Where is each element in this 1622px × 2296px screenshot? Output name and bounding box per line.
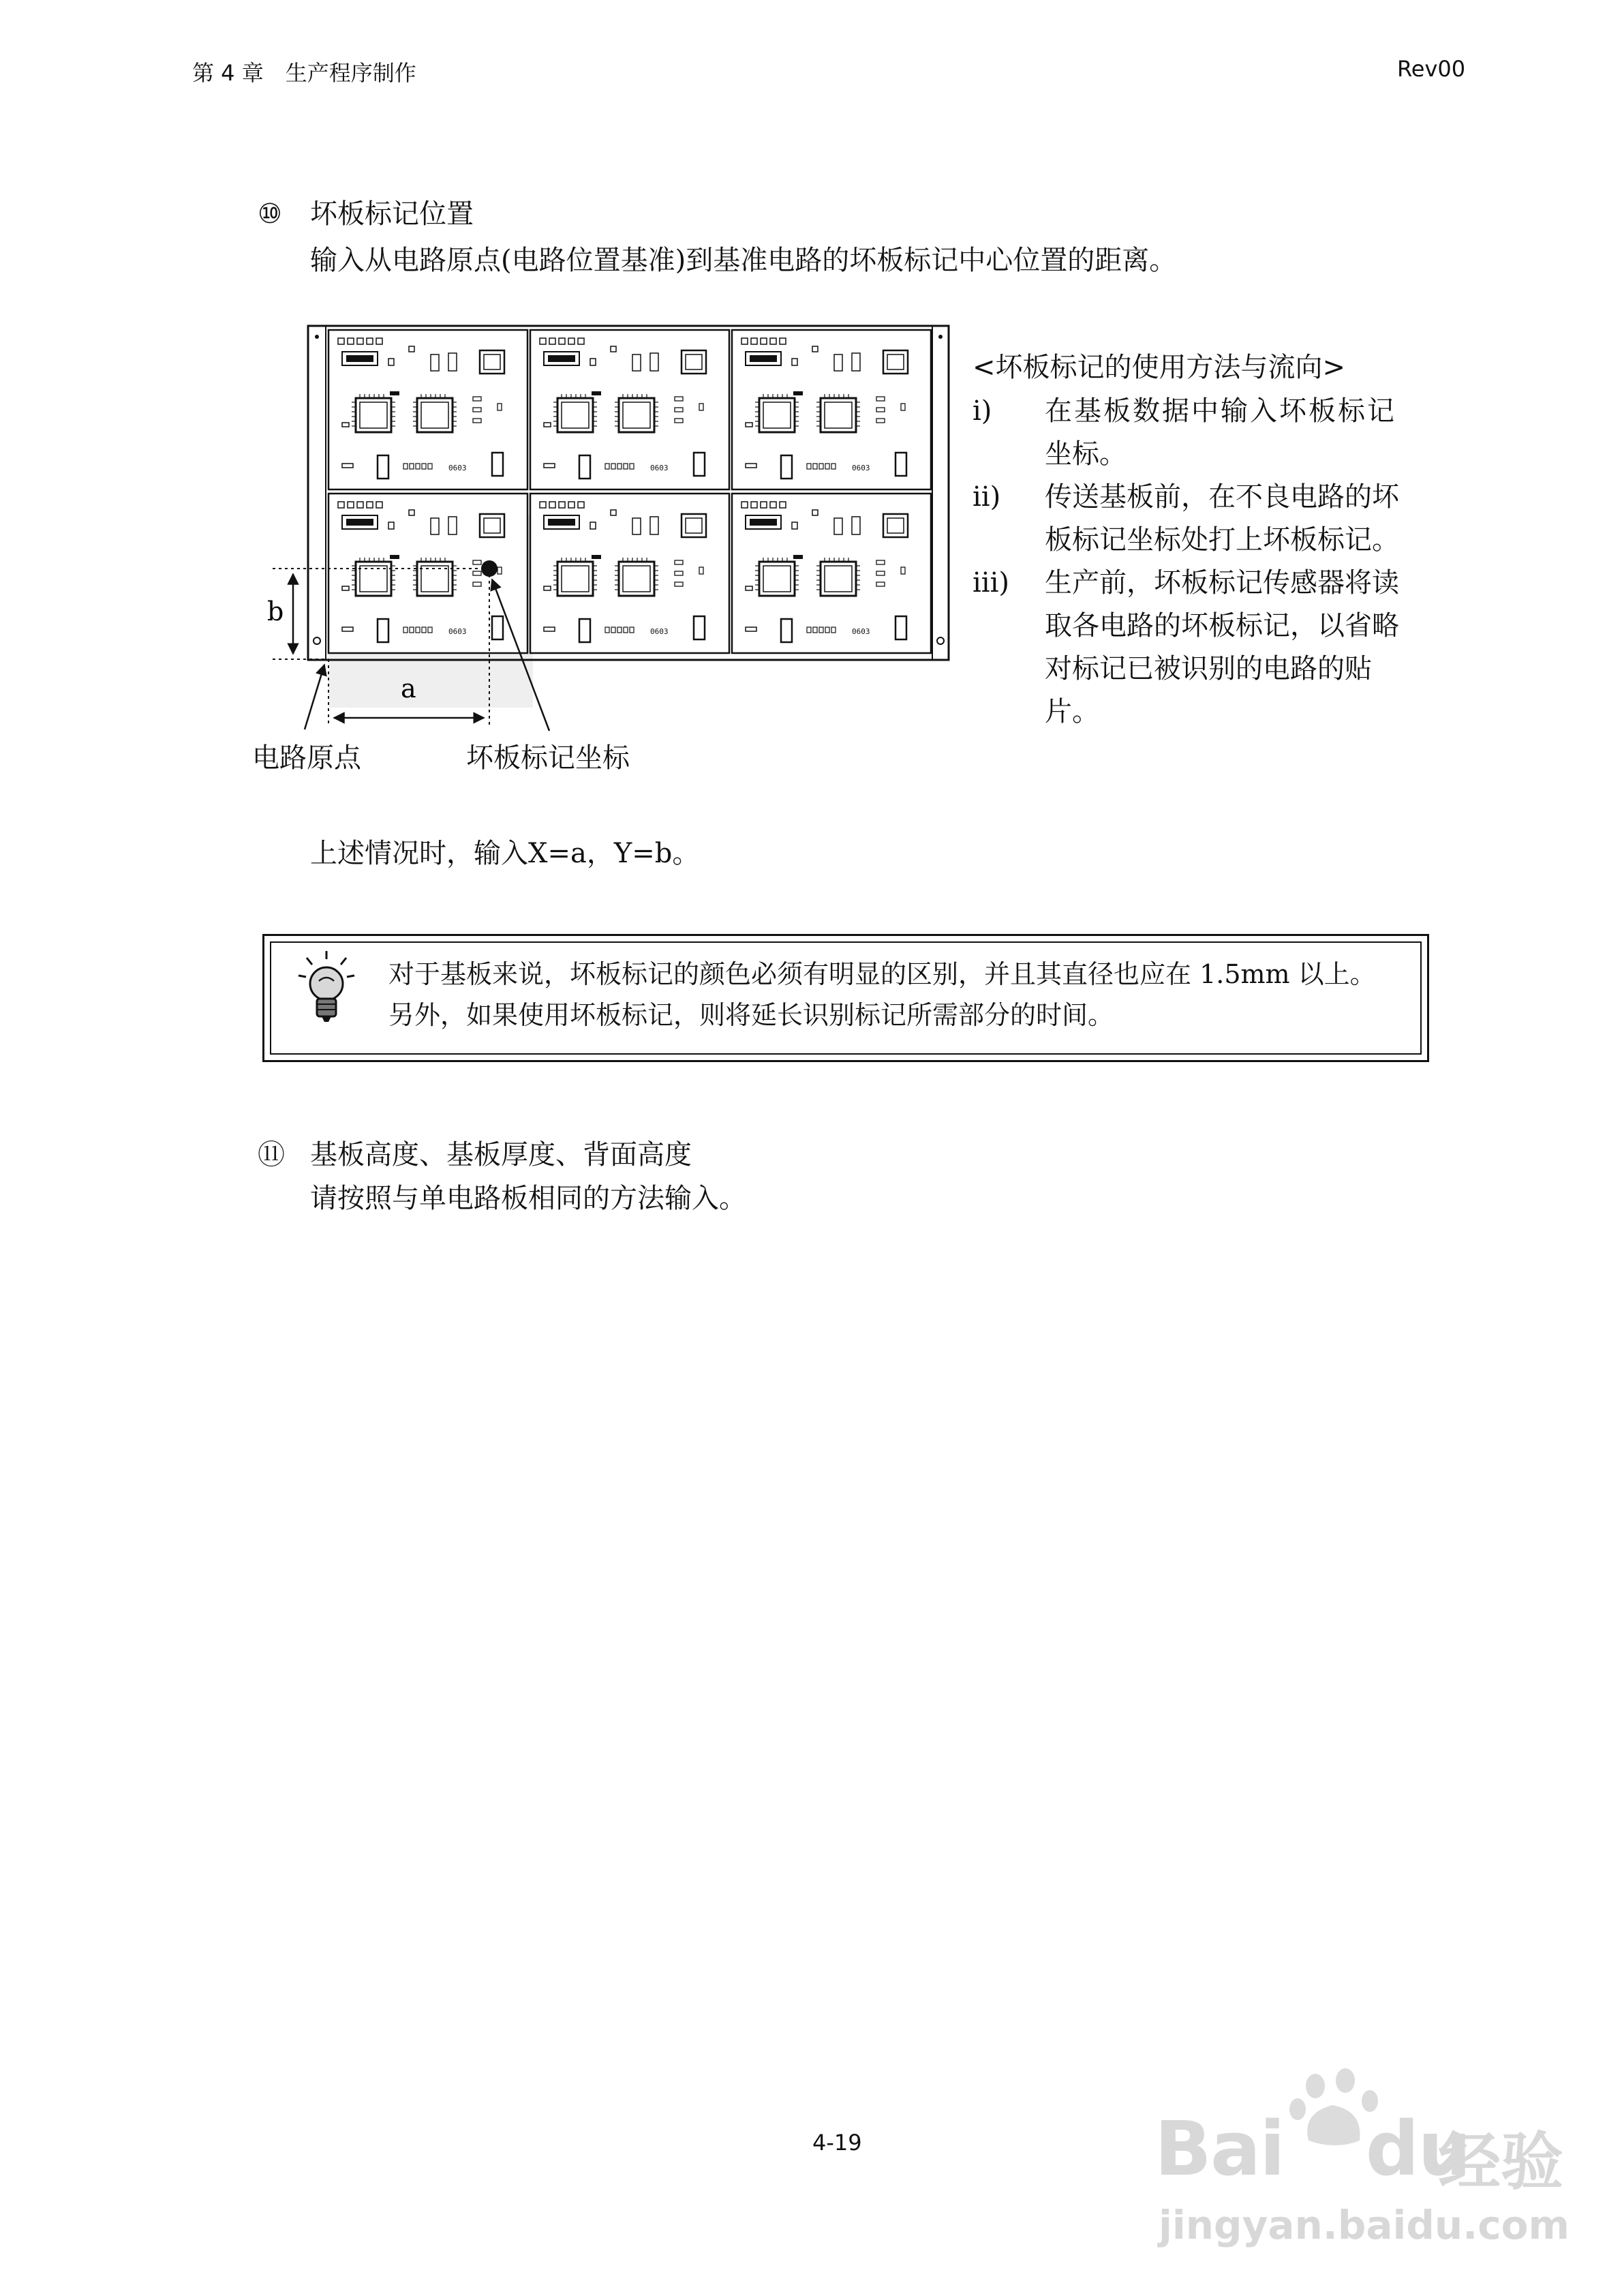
circuit-board [732, 494, 931, 653]
chip-label: 0603 [448, 627, 467, 636]
section-11-number: ⑪ [258, 1139, 285, 1170]
circuit-board [328, 494, 527, 653]
usage-item-3-line-3: 对标记已被识别的电路的贴 [1045, 653, 1372, 684]
usage-item-1-marker: i) [973, 395, 992, 427]
usage-title: <坏板标记的使用方法与流向> [973, 352, 1346, 383]
dimension-b-label: b [267, 596, 284, 626]
example-text: 上述情况时，输入X=a，Y=b。 [310, 838, 700, 869]
bad-mark-figure [245, 320, 961, 784]
page-number: 4-19 [812, 2130, 862, 2156]
section-11-title: 基板高度、基板厚度、背面高度 [310, 1139, 692, 1170]
watermark-jingyan: 经验 [1438, 2126, 1564, 2199]
watermark-brand-2: du [1365, 2105, 1470, 2192]
lightbulb-icon [296, 950, 357, 1025]
section-10-title: 坏板标记位置 [310, 198, 474, 230]
section-10-description: 输入从电路原点(电路位置基准)到基准电路的坏板标记中心位置的距离。 [310, 245, 1177, 276]
circuit-boards [328, 330, 931, 653]
chip-label: 0603 [852, 627, 870, 636]
circuit-origin-callout: 电路原点 [252, 742, 361, 774]
circuit-board [328, 330, 527, 489]
chapter-header: 第 4 章 生产程序制作 [192, 60, 416, 86]
origin-leader [305, 665, 324, 729]
circuit-board [732, 330, 931, 489]
usage-item-1-line-1: 在基板数据中输入坏板标记 [1045, 395, 1396, 427]
note-line-2: 另外，如果使用坏板标记，则将延长识别标记所需部分的时间。 [388, 1000, 1114, 1030]
section-11-description: 请按照与单电路板相同的方法输入。 [310, 1183, 746, 1214]
circuit-board [530, 330, 729, 489]
watermark-brand: Bai [1154, 2105, 1284, 2192]
circuit-board [530, 494, 729, 653]
section-10-number: ⑩ [258, 198, 282, 230]
bad-mark-coordinate-callout: 坏板标记坐标 [466, 742, 630, 774]
watermark-url: jingyan.baidu.com [1159, 2202, 1570, 2248]
note-line-1: 对于基板来说，坏板标记的颜色必须有明显的区别，并且其直径也应在 1.5mm 以上。 [388, 959, 1376, 989]
usage-item-3-line-2: 取各电路的坏板标记，以省略 [1045, 610, 1399, 641]
chip-label: 0603 [650, 464, 669, 472]
usage-item-2-line-1: 传送基板前，在不良电路的坏 [1045, 481, 1399, 513]
usage-item-2-marker: ii) [973, 481, 1001, 513]
chip-label: 0603 [448, 464, 467, 472]
chip-label: 0603 [852, 464, 870, 472]
chip-label: 0603 [650, 627, 669, 636]
usage-item-3-line-4: 片。 [1045, 696, 1099, 727]
usage-item-3-line-1: 生产前，坏板标记传感器将读 [1045, 567, 1399, 599]
usage-item-1-line-2: 坐标。 [1045, 438, 1127, 470]
dimension-a-label: a [401, 674, 416, 704]
usage-item-3-marker: iii) [973, 567, 1009, 599]
revision-label: Rev00 [1397, 56, 1466, 82]
usage-item-2-line-2: 板标记坐标处打上坏板标记。 [1045, 524, 1399, 556]
note-box [262, 934, 1429, 1062]
